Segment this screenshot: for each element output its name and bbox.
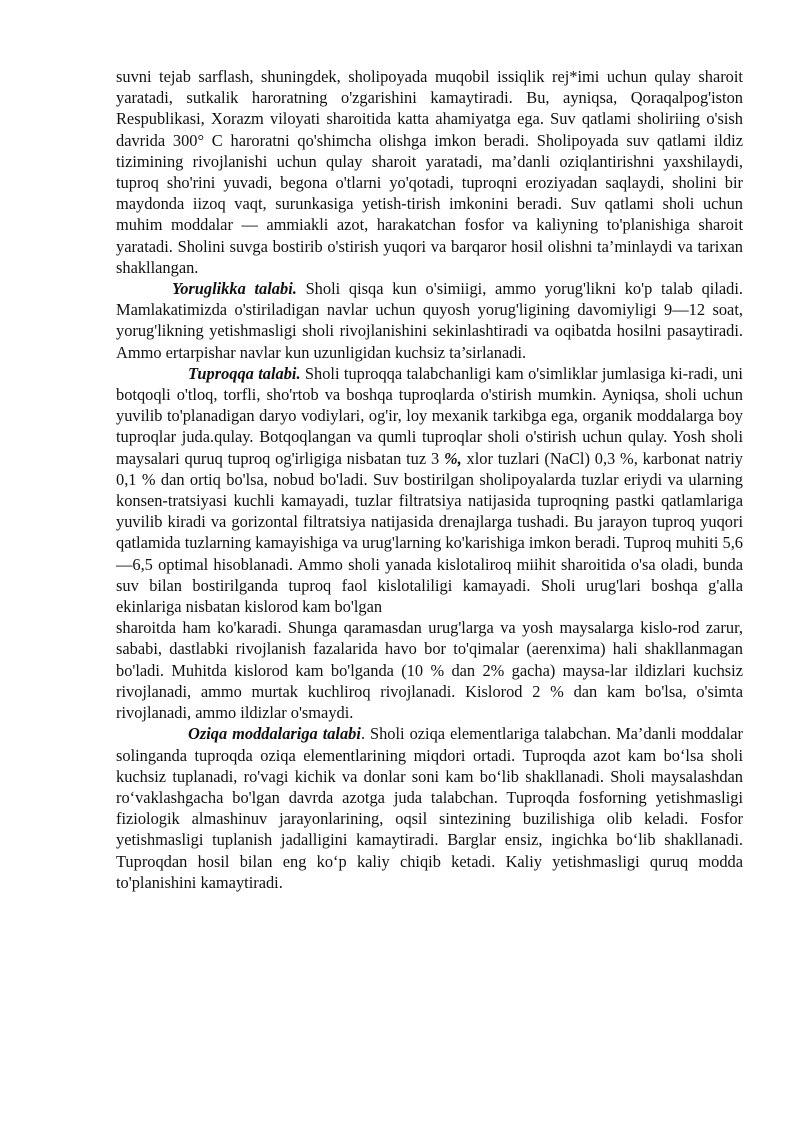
paragraph-soil-bold-percent: %,: [443, 448, 462, 468]
document-page: [116, 66, 743, 893]
paragraph-nutrient-requirement: [116, 723, 743, 893]
section-heading-soil: Tuproqqa talabi.: [188, 363, 301, 383]
paragraph-soil-text-b: xlor tuzlari (NaCl) 0,3 %, karbonat natriy 0,1 % dan ortiq bo'lsa, nobud bo'ladi. Suv bostirilgan sholipoyalarda tuzlar eriydi va ularning konsen-tratsiyasi kuchli kamayadi, tuzlar filtratsiya natijasida tuproqning pastki qatlamlariga yuvilib kiradi va gorizontal filtratsiya natijasida drenajlarga tushadi. Bu jarayon tuproq yuqori qatlamida tuzlarning kamayishiga va urug'larning ko'karishiga imkon beradi. Tuproq muhiti 5,6—6,5 optimal hisoblanadi. Ammo sholi yanada kislotaliroq miihit sharoitida o'sa oladi, bunda suv bilan bostirilganda tuproq faol kislotaliligi kamayadi. Sholi urug'lari boshqa g'alla ekinlariga nisbatan kislorod kam bo'lgan: [116, 448, 743, 617]
paragraph-light-text: Sholi qisqa kun o'simiigi, ammo yorug'likni ko'p talab qiladi. Mamlakatimizda o'stiriladigan navlar uchun quyosh yorug'ligining davomiyligi 9—12 soat, yorug'likning yetishmasligi sholi rivojlanishini sekinlashtiradi va oqibatda hosilni pasaytiradi. Ammo ertarpishar navlar kun uzunligidan kuchsiz ta’sirlanadi.: [116, 279, 743, 362]
paragraph-nutrient-text: . Sholi oziqa elementlariga talabchan. Ma’danli moddalar solinganda tuproqda oziqa elementlarining miqdori ortadi. Tuproqda azot kam bo‘lsa sholi kuchsiz tuplanadi, ro'vagi kichik va donlar soni kam bo‘lib shakllanadi. Sholi maysalashdan ro‘vaklashgacha bo'lgan davrda azotga juda talabchan. Tuproqda fosforning yetishmasligi fiziologik almashinuv jarayonlarining, oqsil sintezining buzilishiga olib keladi. Fosfor yetishmasligi tuplanish jadalligini kamaytiradi. Barglar ensiz, ingichka bo‘lib shakllanadi. Tuproqdan hosil bilan eng ko‘p kaliy chiqib ketadi. Kaliy yetishmasligi quruq modda to'planishini kamaytiradi.: [116, 724, 743, 892]
section-heading-light: Yoruglikka talabi.: [172, 279, 297, 299]
paragraph-soil-requirement: [116, 363, 743, 617]
section-heading-nutrients: Oziqa moddalariga talabi: [188, 724, 361, 744]
paragraph-soil-text-a: Sholi tuproqqa talabchanligi kam o'simliklar jumlasiga ki-radi, uni botqoqli o'tloq, torfli, sho'rtob va boshqa tuproqlarda o'stirish mumkin. Ayniqsa, sholi uchun yuvilib to'planadigan daryo vodiylari, og'ir, loy mexanik tarkibga ega, organik moddalarga boy tuproqlar juda.qulay. Botqoqlangan va qumli tuproqlar sholi o'stirish uchun qulay. Yosh sholi maysalari quruq tuproq og'irligiga nisbatan tuz 3: [116, 363, 743, 468]
paragraph-oxygen: sharoitda ham ko'karadi. Shunga qaramasdan urug'larga va yosh maysalarga kislo-rod zarur, sababi, dastlabki rivojlanish fazalarida havo bor to'qimalar (aerenxima) hali shakllanmagan bo'ladi. Muhitda kislorod kam bo'lganda (10 % dan 2% gacha) maysa-lar ildizlari kuchsiz rivojlanadi, ammo murtak kuchliroq rivojlanadi. Kislorod 2 % dan kam bo'lsa, o'simta rivojlanadi, ammo ildizlar o'smaydi.: [116, 618, 743, 723]
paragraph-water-layer: suvni tejab sarflash, shuningdek, sholipoyada muqobil issiqlik rej*imi uchun qulay sharoit yaratadi, sutkalik haroratning o'zgarishini kamaytiradi. Bu, ayniqsa, Qoraqalpog'iston Respublikasi, Xorazm viloyati sharoitida katta ahamiyatga ega. Suv qatlami sholiriing o'sish davrida 300° C haroratni qo'shimcha olishga imkon beradi. Sholipoyada suv qatlami ildiz tizimining rivojlanishi uchun qulay sharoit yaratadi, ma’danli oziqlantirishni yaxshilaydi, tuproq sho'rini yuvadi, begona o'tlarni yo'qotadi, tuproqni eroziyadan saqlaydi, sholini bir maydonda iizoq vaqt, surunkasiga yetish-tirish imkonini beradi. Suv qatlami sholi uchun muhim moddalar — ammiakli azot, harakatchan fosfor va kaliyning to'planishiga sharoit yaratadi. Sholini suvga bostirib o'stirish yuqori va barqaror hosil olishni ta’minlaydi va tarixan shakllangan.: [116, 67, 743, 277]
paragraph-light-requirement: [116, 278, 743, 363]
